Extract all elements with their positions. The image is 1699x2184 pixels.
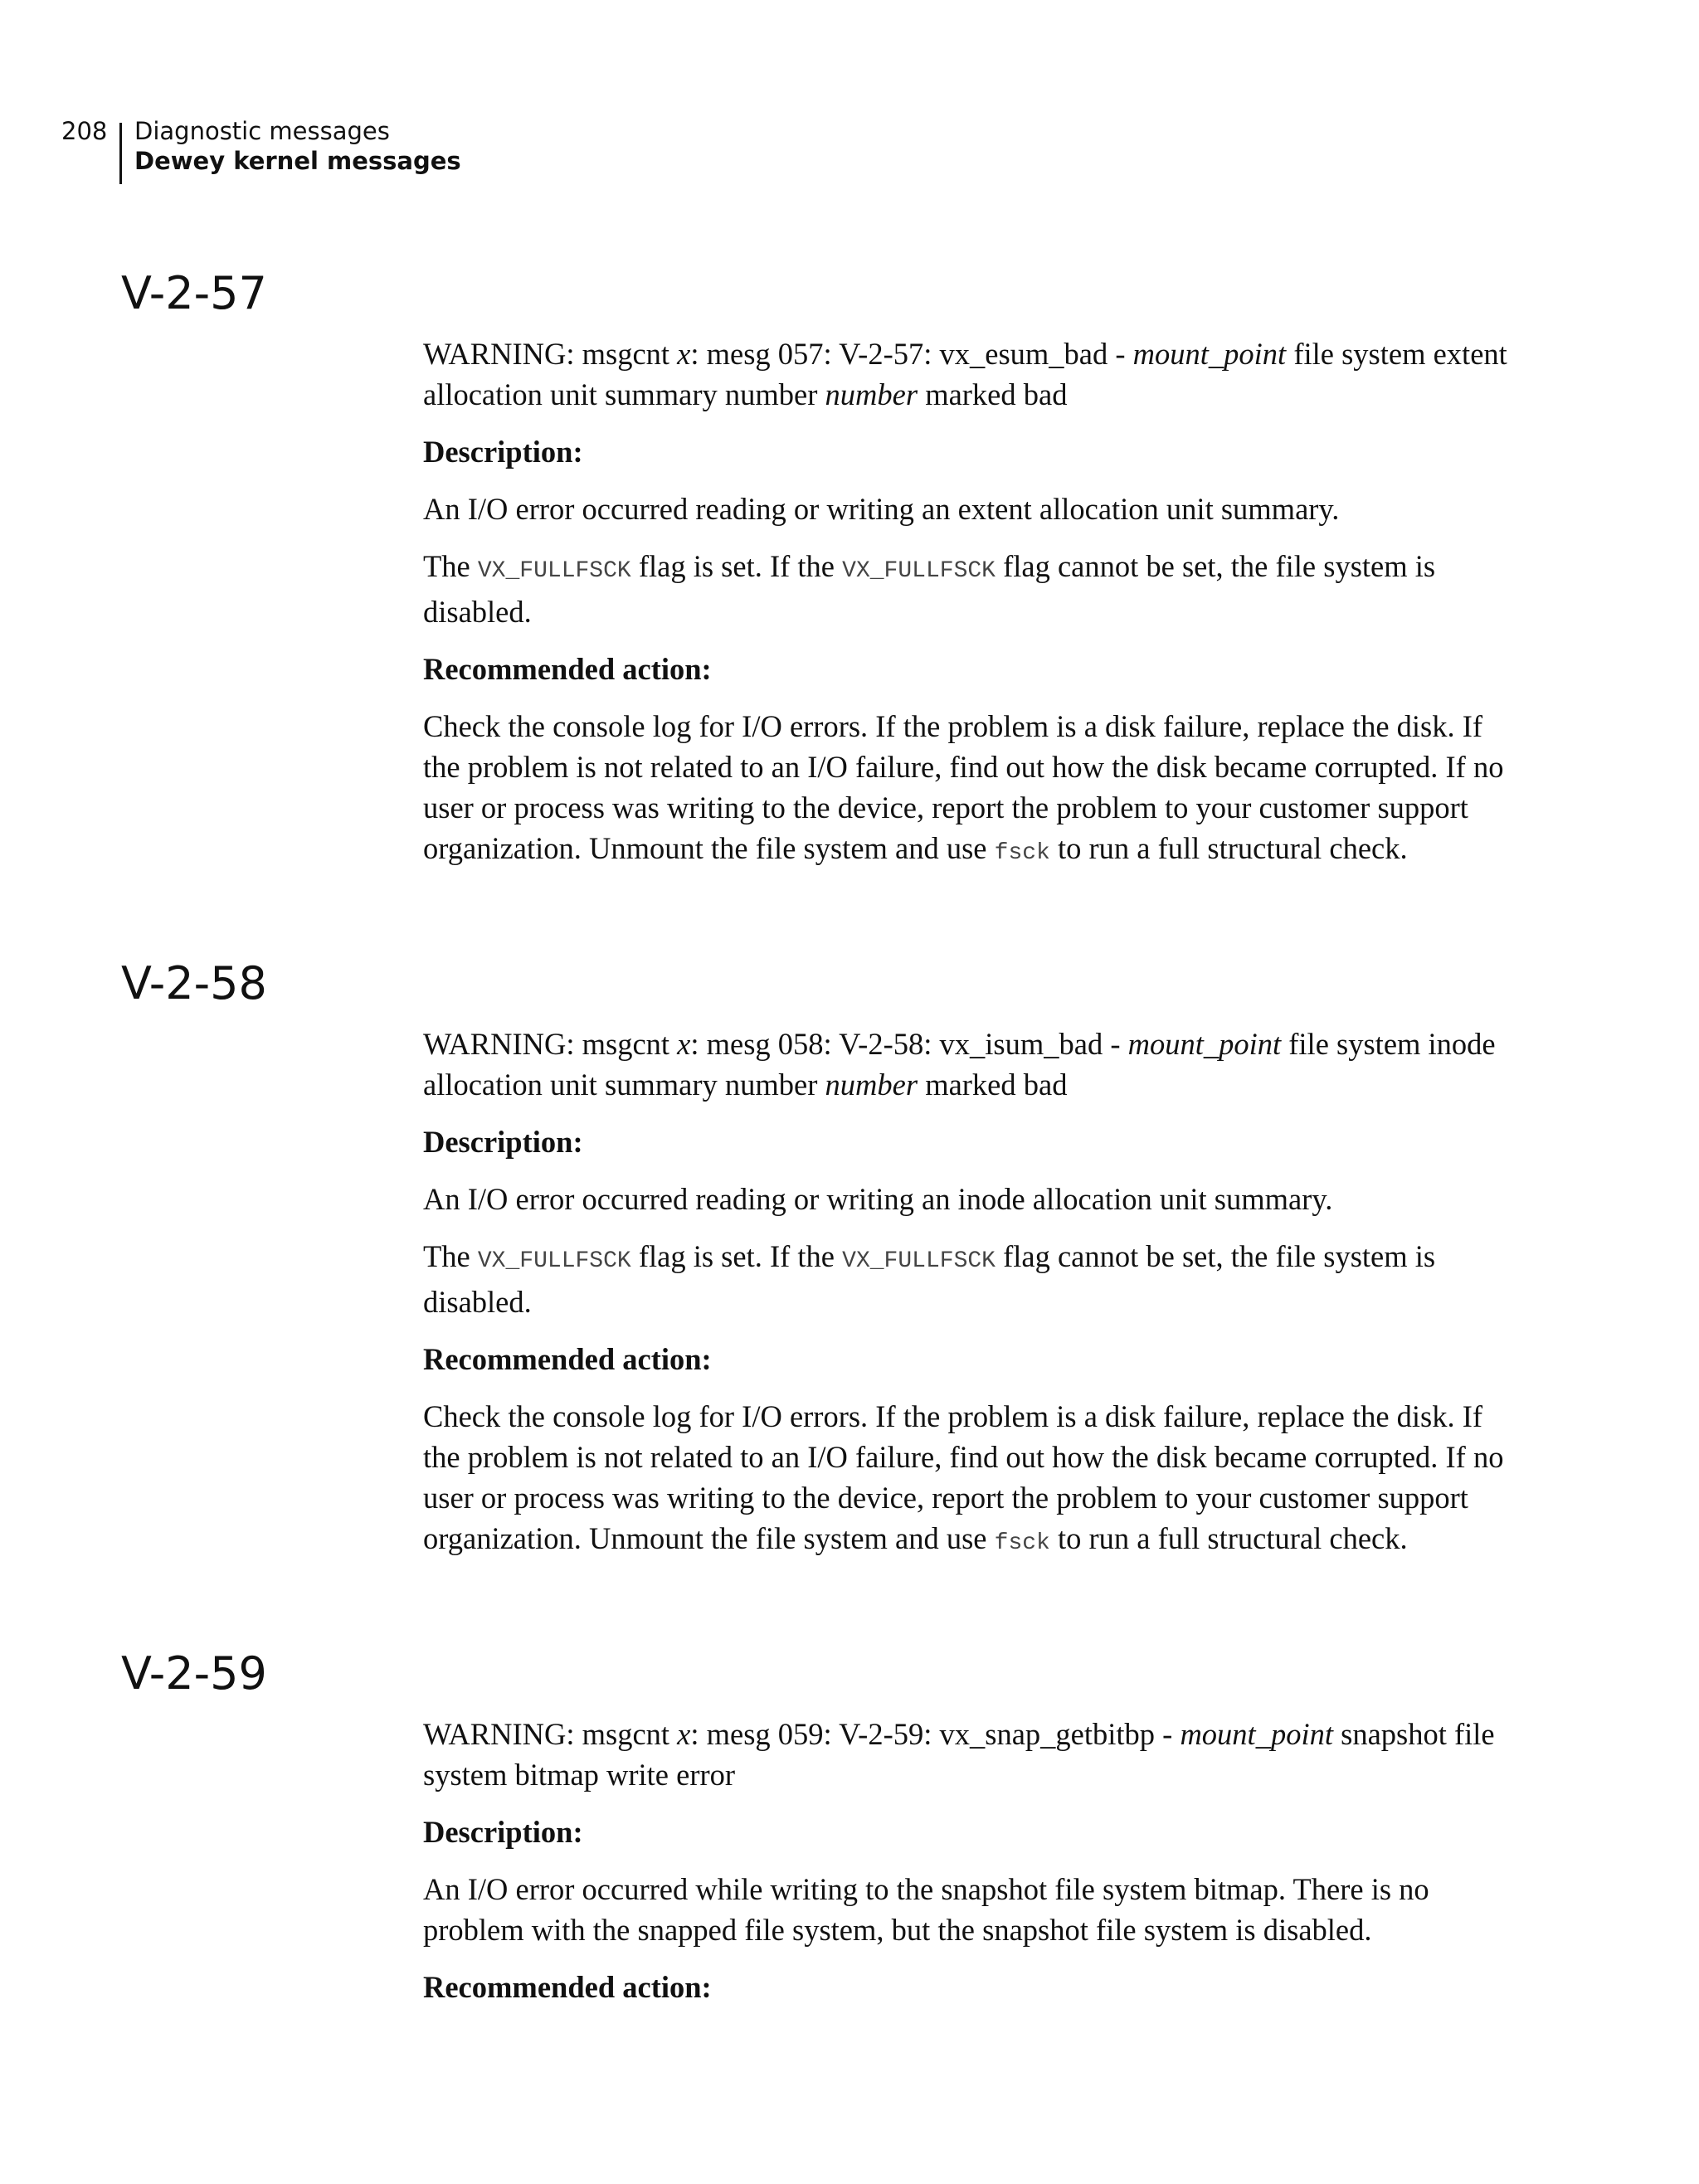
flag-note: The VX_FULLFSCK flag is set. If the VX_FULLFSCK flag cannot be set, the file system is disabled. [423,1239,1436,1319]
header-chapter: Diagnostic messages [134,117,390,145]
variable-number: number [825,377,918,411]
warning-message: WARNING: msgcnt x: mesg 058: V-2-58: vx_isum_bad - mount_point file system inode allocation unit summary number number marked bad [423,1027,1496,1102]
code-flag: VX_FULLFSCK [477,558,631,584]
section-body-v-2-57 [423,333,1526,890]
variable-x: x [677,1717,691,1751]
flag-note: The VX_FULLFSCK flag is set. If the VX_FULLFSCK flag cannot be set, the file system is disabled. [423,549,1436,629]
section-title-v-2-57: V-2-57 [121,267,267,319]
recommended-action-label: Recommended action: [423,1970,712,2004]
description-text: An I/O error occurred reading or writing an inode allocation unit summary. [423,1182,1333,1216]
description-text: An I/O error occurred reading or writing an extent allocation unit summary. [423,492,1340,526]
header-text [134,116,461,176]
variable-mount-point: mount_point [1132,337,1287,371]
variable-x: x [677,1027,691,1061]
description-label: Description: [423,1815,583,1849]
variable-number: number [825,1068,918,1102]
recommended-action-label: Recommended action: [423,652,712,686]
code-flag: VX_FULLFSCK [477,1248,631,1274]
variable-mount-point: mount_point [1127,1027,1282,1061]
code-command: fsck [994,1530,1050,1556]
description-label: Description: [423,1125,583,1159]
warning-message: WARNING: msgcnt x: mesg 057: V-2-57: vx_esum_bad - mount_point file system extent allocation unit summary number number marked bad [423,337,1507,411]
code-flag: VX_FULLFSCK [842,1248,996,1274]
section-title-v-2-59: V-2-59 [121,1647,267,1700]
description-label: Description: [423,435,583,469]
recommended-action-text: Check the console log for I/O errors. If the problem is a disk failure, replace the disk. If the problem is not related to an I/O failure, find out how the disk became corrupted. If no user or process was writing to the device, report the problem to your customer support organization. Unmount the file system and use fsck to run a full structural check. [423,709,1504,866]
page-number: 208 [61,117,108,145]
description-text: An I/O error occurred while writing to the snapshot file system bitmap. There is no problem with the snapped file system, but the snapshot file system is disabled. [423,1872,1429,1947]
header-section: Dewey kernel messages [134,147,461,175]
code-command: fsck [994,840,1050,866]
code-flag: VX_FULLFSCK [842,558,996,584]
section-title-v-2-58: V-2-58 [121,957,267,1009]
recommended-action-text: Check the console log for I/O errors. If the problem is a disk failure, replace the disk. If the problem is not related to an I/O failure, find out how the disk became corrupted. If no user or process was writing to the device, report the problem to your customer support organization. Unmount the file system and use fsck to run a full structural check. [423,1399,1504,1556]
header-divider [119,123,122,184]
recommended-action-label: Recommended action: [423,1342,712,1376]
section-body-v-2-59 [423,1714,1526,2024]
variable-mount-point: mount_point [1180,1717,1333,1751]
variable-x: x [677,337,691,371]
section-body-v-2-58 [423,1024,1526,1580]
warning-message: WARNING: msgcnt x: mesg 059: V-2-59: vx_snap_getbitbp - mount_point snapshot file system bitmap write error [423,1717,1495,1792]
